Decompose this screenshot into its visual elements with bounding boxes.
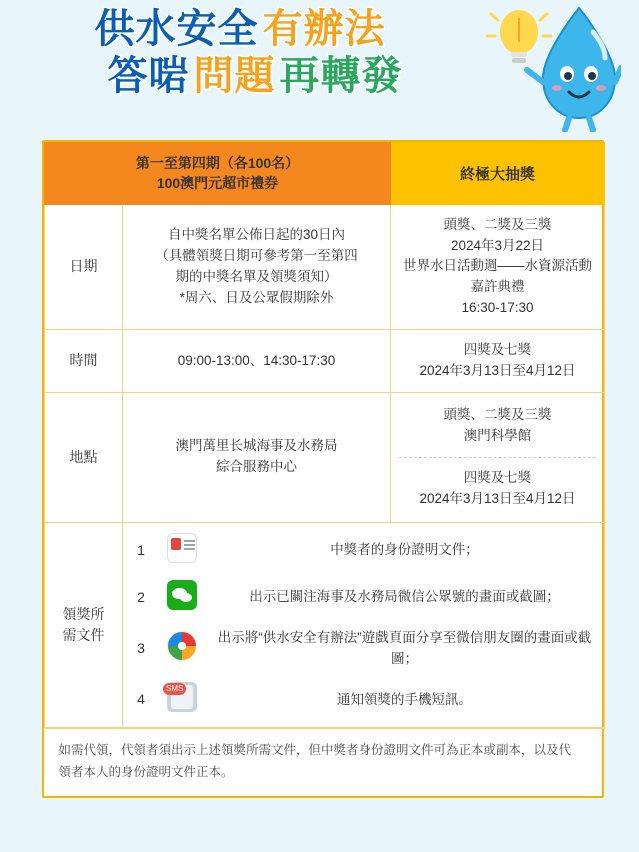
venue-right-bottom-line1: 四獎及七獎 bbox=[463, 469, 532, 485]
page-banner bbox=[0, 0, 639, 135]
title-line1-part1: 供水安全 bbox=[94, 7, 259, 51]
sms-icon bbox=[167, 682, 197, 712]
document-item bbox=[123, 574, 604, 621]
footnote-line2: 領者本人的身份證明文件正本。 bbox=[58, 765, 234, 780]
wechat-icon bbox=[167, 580, 197, 610]
title-line2-part1: 答啱 bbox=[107, 54, 190, 99]
document-item bbox=[123, 621, 604, 676]
time-right-cell bbox=[391, 330, 605, 393]
banner-title bbox=[0, 8, 480, 98]
time-right-line2: 2024年3月13日至4月12日 bbox=[419, 363, 576, 379]
date-right-line1: 頭獎、二獎及三獎 bbox=[443, 216, 552, 232]
date-left-line1: 自中獎名單公佈日起的30日內 bbox=[167, 227, 346, 243]
date-right-line3: 世界水日活動週——水資源活動 bbox=[403, 258, 593, 274]
table-row-venue bbox=[45, 393, 605, 523]
header-right-cell: 終極大抽獎 bbox=[391, 143, 605, 205]
venue-right-cell bbox=[391, 393, 605, 523]
doc-number: 1 bbox=[137, 542, 145, 559]
row-label-documents bbox=[45, 522, 123, 727]
time-left-cell: 09:00-13:00、14:30-17:30 bbox=[123, 330, 391, 393]
date-left-line4: *周六、日及公眾假期除外 bbox=[179, 289, 334, 305]
row-label-date: 日期 bbox=[45, 204, 123, 330]
venue-right-bottom bbox=[399, 458, 596, 516]
date-right-line4: 嘉許典禮 bbox=[470, 279, 525, 295]
footnote-line1: 如需代領，代領者須出示上述領獎所需文件，但中獎者身份證明文件可為正本或副本，以及代 bbox=[58, 742, 572, 757]
venue-right-top-line2: 澳門科學館 bbox=[463, 427, 532, 443]
doc-text: 出示已關注海事及水務局微信公眾號的畫面或截圖； bbox=[249, 589, 560, 605]
venue-right-bottom-line2: 2024年3月13日至4月12日 bbox=[419, 490, 576, 506]
wechat-moments-icon bbox=[167, 631, 197, 661]
date-left-line3: 期的中獎名單及領獎須知） bbox=[175, 268, 338, 284]
doc-number: 3 bbox=[137, 640, 145, 657]
date-left-line2: （具體領獎日期可參考第一至第四 bbox=[155, 247, 358, 263]
docs-label-line1: 領獎所 bbox=[62, 605, 105, 622]
venue-right-top-line1: 頭獎、二獎及三獎 bbox=[443, 407, 552, 423]
row-label-venue: 地點 bbox=[45, 393, 123, 523]
header-left-line1: 第一至第四期（各100名） bbox=[135, 155, 300, 171]
footnote bbox=[45, 728, 605, 796]
table-row-time bbox=[45, 330, 605, 393]
table-row-documents bbox=[45, 522, 605, 727]
doc-text: 通知領獎的手機短訊。 bbox=[337, 691, 472, 707]
header-left-cell bbox=[45, 143, 391, 205]
id-card-icon bbox=[167, 533, 197, 563]
prize-collection-table bbox=[42, 140, 604, 798]
table-row-footnote bbox=[45, 727, 605, 796]
title-line2-part2: 問題 bbox=[193, 54, 276, 99]
document-item bbox=[123, 676, 604, 723]
venue-left-cell bbox=[123, 393, 391, 523]
venue-left-line2: 綜合服務中心 bbox=[216, 459, 297, 475]
docs-label-line2: 需文件 bbox=[62, 626, 105, 643]
date-right-cell bbox=[391, 204, 605, 330]
venue-right-top bbox=[399, 399, 596, 458]
doc-number: 2 bbox=[137, 589, 145, 606]
table-header-row bbox=[45, 143, 605, 205]
mascot-body bbox=[527, 8, 621, 130]
date-right-line2: 2024年3月22日 bbox=[450, 237, 545, 253]
header-left-line2: 100澳門元超市禮券 bbox=[156, 175, 279, 192]
doc-text: 中獎者的身份證明文件； bbox=[330, 542, 479, 558]
title-line2-part3: 再轉發 bbox=[279, 54, 403, 99]
venue-left-line1: 澳門萬里长城海事及水務局 bbox=[175, 438, 338, 454]
time-right-line1: 四獎及七獎 bbox=[463, 342, 532, 358]
table-row-date bbox=[45, 204, 605, 330]
row-label-time: 時間 bbox=[45, 330, 123, 393]
doc-number: 4 bbox=[137, 691, 145, 708]
date-left-cell bbox=[123, 204, 391, 330]
date-right-line5: 16:30-17:30 bbox=[461, 300, 534, 316]
light-bulb-icon bbox=[487, 10, 551, 63]
title-line1-part2: 有辦法 bbox=[262, 7, 386, 51]
documents-list bbox=[123, 522, 605, 727]
doc-text: 出示將“供水安全有辦法”遊戲頁面分享至微信朋友圈的畫面或截圖； bbox=[217, 629, 592, 667]
water-drop-mascot bbox=[481, 2, 621, 132]
document-item bbox=[123, 527, 604, 574]
